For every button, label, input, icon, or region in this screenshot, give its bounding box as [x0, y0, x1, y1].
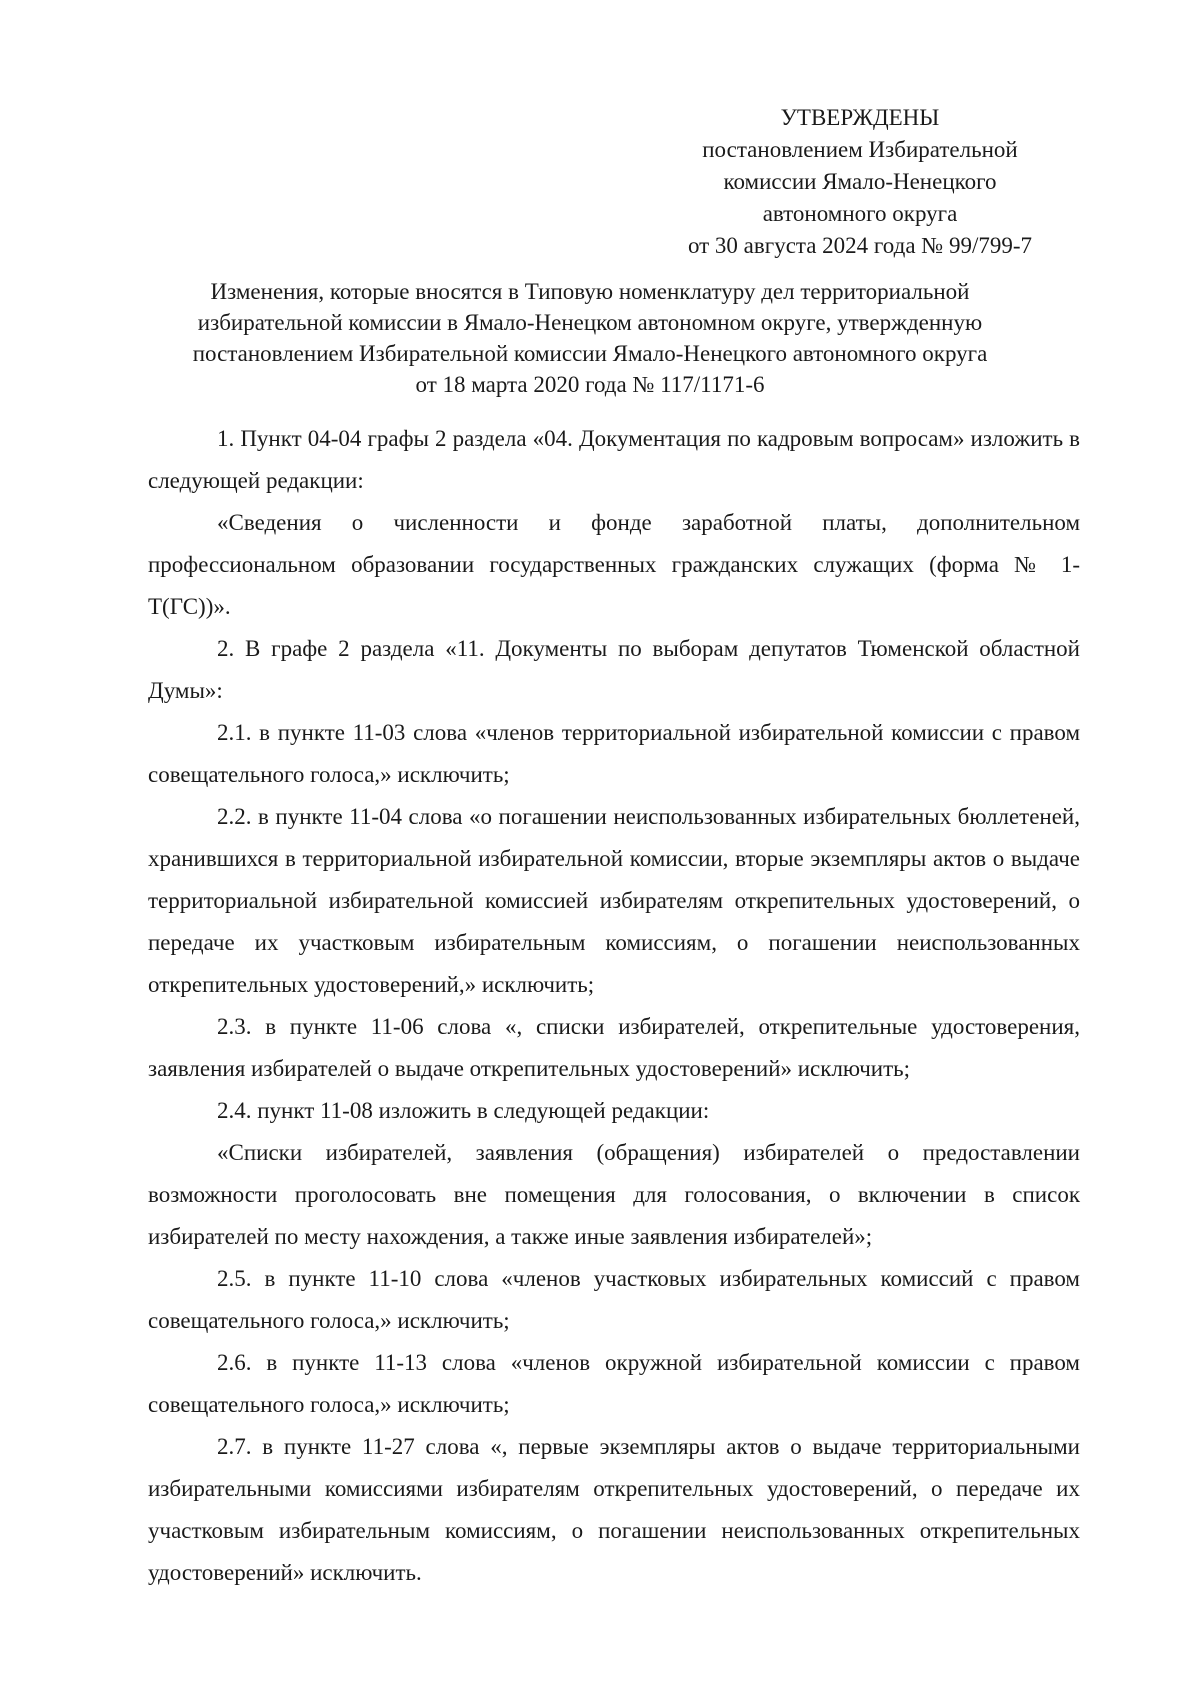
paragraph-1: 1. Пункт 04-04 графы 2 раздела «04. Документация по кадровым вопросам» изложить в следующей редакции: [148, 426, 1080, 493]
title-line: избирательной комиссии в Ямало-Ненецком автономном округе, утвержденную [197, 310, 983, 335]
paragraph-2-5: 2.5. в пункте 11-10 слова «членов участковых избирательных комиссий с правом совещательного голоса,» исключить; [148, 1266, 1080, 1333]
approval-date-number: от 30 августа 2024 года № 99/799-7 [687, 233, 1033, 258]
paragraph-2-1: 2.1. в пункте 11-03 слова «членов территориальной избирательной комиссии с правом совещательного голоса,» исключить; [148, 720, 1080, 787]
title-line: от 18 марта 2020 года № 117/1171-6 [415, 372, 765, 397]
paragraph-2: 2. В графе 2 раздела «11. Документы по выборам депутатов Тюменской областной Думы»: [148, 636, 1080, 703]
paragraph-2-7: 2.7. в пункте 11-27 слова «, первые экземпляры актов о выдаче территориальными избирательными комиссиями избирателям открепительных удостоверений, о передаче их участковым избирательным комиссиям, о погашении неиспользованных открепительных удостоверений» исключить. [148, 1434, 1080, 1585]
paragraph-2-4-quote: «Списки избирателей, заявления (обращения) избирателей о предоставлении возможности проголосовать вне помещения для голосования, о включении в список избирателей по месту нахождения, а также иные заявления избирателей»; [148, 1140, 1080, 1249]
paragraph-2-3: 2.3. в пункте 11-06 слова «, списки избирателей, открепительные удостоверения, заявления избирателей о выдаче открепительных удостоверений» исключить; [148, 1014, 1080, 1081]
document-title [145, 276, 1035, 400]
title-line: постановлением Избирательной комиссии Ямало-Ненецкого автономного округа [192, 341, 988, 366]
paragraph-1-quote: «Сведения о численности и фонде заработной платы, дополнительном профессиональном образовании государственных гражданских служащих (форма № 1-Т(ГС))». [148, 510, 1080, 619]
approval-heading: УТВЕРЖДЕНЫ [780, 105, 940, 130]
approval-stamp-block [640, 102, 1080, 262]
document-body [148, 418, 1080, 1594]
paragraph-2-2: 2.2. в пункте 11-04 слова «о погашении неиспользованных избирательных бюллетеней, хранившихся в территориальной избирательной комиссии, вторые экземпляры актов о выдаче территориальной избирательной комиссией избирателям открепительных удостоверений, о передаче их участковым избирательным комиссиям, о погашении неиспользованных открепительных удостоверений,» исключить; [148, 804, 1080, 997]
approval-line: постановлением Избирательной [702, 137, 1018, 162]
approval-line: автономного округа [762, 201, 958, 226]
paragraph-2-4: 2.4. пункт 11-08 изложить в следующей редакции: [217, 1098, 710, 1123]
title-line: Изменения, которые вносятся в Типовую номенклатуру дел территориальной [210, 279, 970, 304]
approval-line: комиссии Ямало-Ненецкого [723, 169, 997, 194]
paragraph-2-6: 2.6. в пункте 11-13 слова «членов окружной избирательной комиссии с правом совещательного голоса,» исключить; [148, 1350, 1080, 1417]
